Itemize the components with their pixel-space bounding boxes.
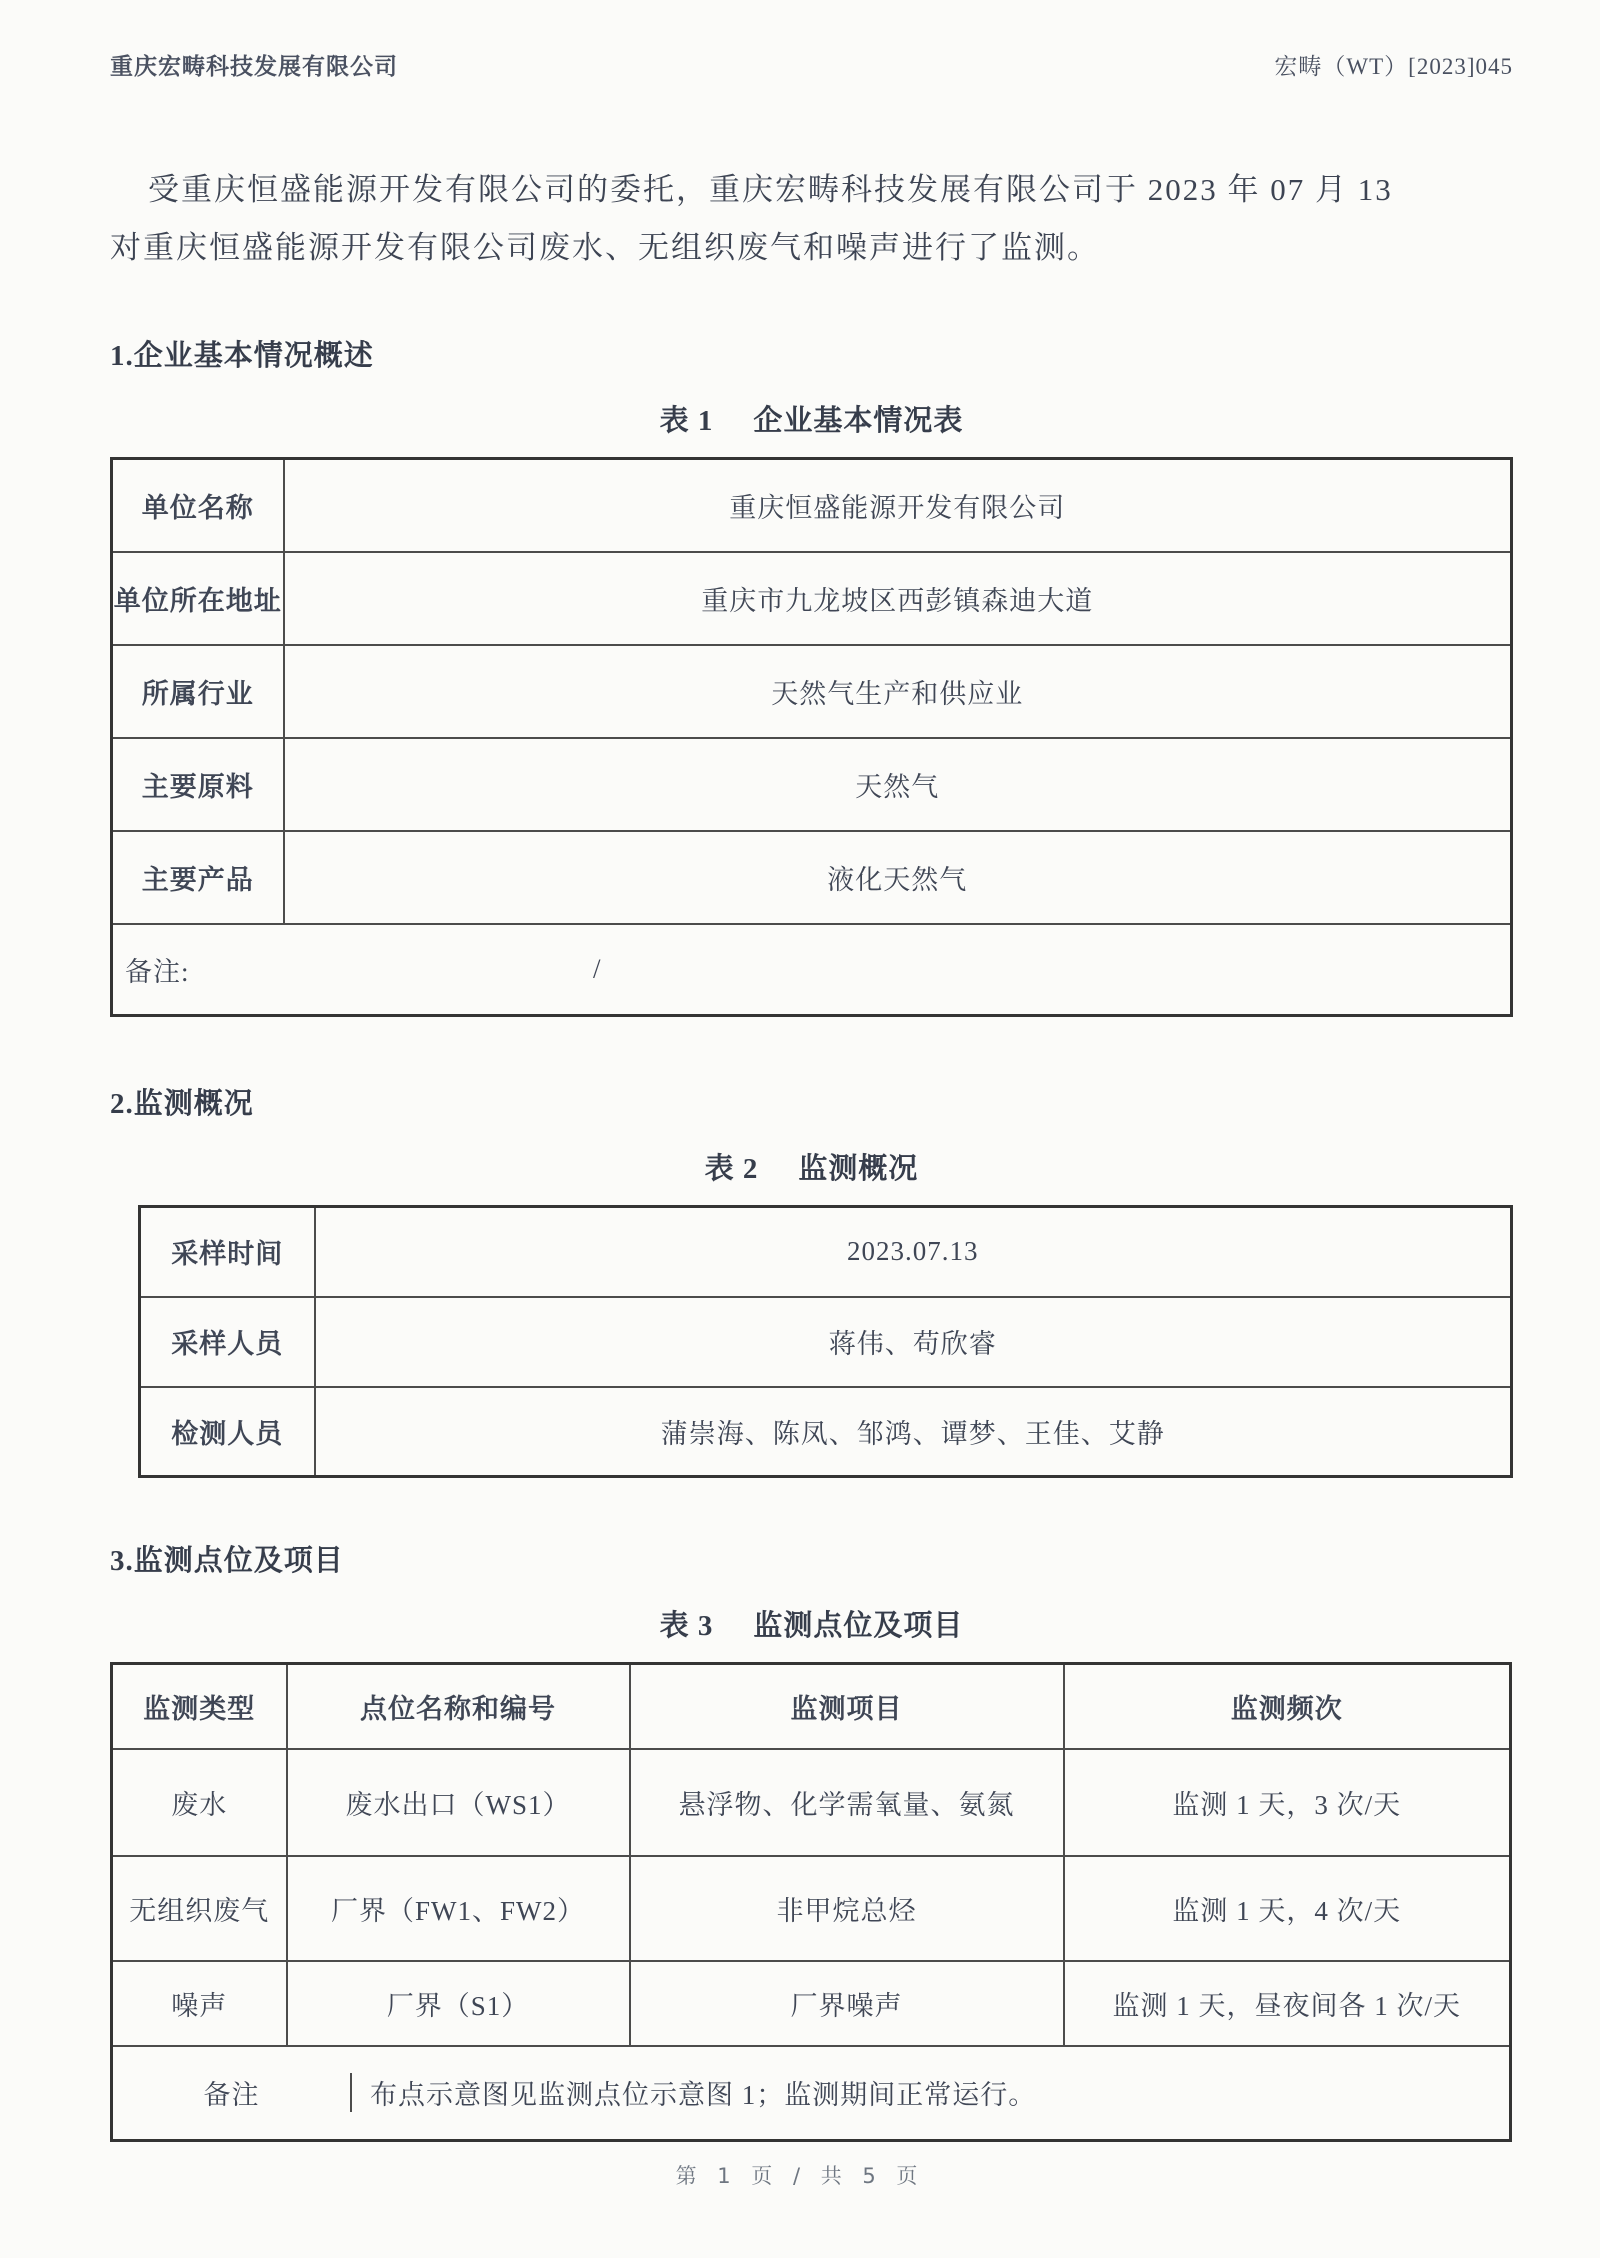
row-label: 主要原料 (112, 738, 284, 831)
table-row (140, 1387, 1512, 1477)
table-1-title (110, 398, 1513, 439)
cell-point: 废水出口（WS1） (287, 1749, 630, 1856)
row-label: 单位所在地址 (112, 552, 284, 645)
row-label: 采样人员 (140, 1297, 315, 1387)
remark-label: 备注 (113, 2073, 352, 2112)
header-document-number: 宏畴（WT）[2023]045 (1274, 54, 1513, 79)
row-label: 检测人员 (140, 1387, 315, 1477)
table-company-info (110, 457, 1513, 1017)
cell-frequency: 监测 1 天，4 次/天 (1064, 1856, 1511, 1961)
row-value: 蒲崇海、陈凤、邹鸿、谭梦、王佳、艾静 (315, 1387, 1512, 1477)
remark-cell (112, 2046, 1511, 2141)
table-row (112, 459, 1512, 552)
table-3-number: 表 3 (659, 1610, 714, 1642)
row-value: 重庆恒盛能源开发有限公司 (284, 459, 1512, 552)
table-monitoring-points (110, 1662, 1512, 2142)
table-remark-row (112, 2046, 1511, 2141)
page-header (110, 48, 1513, 81)
row-label: 所属行业 (112, 645, 284, 738)
intro-paragraph (110, 161, 1513, 277)
row-label: 采样时间 (140, 1207, 315, 1297)
remark-cell (112, 924, 1512, 1016)
row-label: 主要产品 (112, 831, 284, 924)
table-row (140, 1207, 1512, 1297)
section-2-heading: 2.监测概况 (110, 1088, 254, 1120)
table-2-wrapper (138, 1205, 1513, 1478)
cell-frequency: 监测 1 天，3 次/天 (1064, 1749, 1511, 1856)
row-value: 天然气 (284, 738, 1512, 831)
column-header: 监测项目 (630, 1664, 1064, 1749)
table-remark-row (112, 924, 1512, 1016)
table-2-title (110, 1146, 1513, 1187)
column-header: 点位名称和编号 (287, 1664, 630, 1749)
cell-type: 噪声 (112, 1961, 287, 2046)
cell-items: 厂界噪声 (630, 1961, 1064, 2046)
section-1-heading: 1.企业基本情况概述 (110, 340, 374, 372)
page-content (110, 0, 1513, 2142)
table-row (112, 1856, 1511, 1961)
header-company-name: 重庆宏畴科技发展有限公司 (110, 54, 398, 79)
table-row (112, 738, 1512, 831)
row-value: 2023.07.13 (315, 1207, 1512, 1297)
row-label: 单位名称 (112, 459, 284, 552)
cell-frequency: 监测 1 天，昼夜间各 1 次/天 (1064, 1961, 1511, 2046)
table-2-number: 表 2 (704, 1153, 759, 1185)
table-2-name: 监测概况 (798, 1153, 919, 1185)
cell-point: 厂界（FW1、FW2） (287, 1856, 630, 1961)
column-header: 监测频次 (1064, 1664, 1511, 1749)
cell-items: 非甲烷总烃 (630, 1856, 1064, 1961)
page-number: 第 1 页 / 共 5 页 (675, 2164, 925, 2188)
table-row (112, 831, 1512, 924)
table-row (112, 552, 1512, 645)
table-row (112, 1749, 1511, 1856)
table-3-name: 监测点位及项目 (753, 1610, 964, 1642)
table-monitoring-overview (138, 1205, 1513, 1478)
intro-line-1: 受重庆恒盛能源开发有限公司的委托，重庆宏畴科技发展有限公司于 2023 年 07 月 13 (148, 172, 1393, 207)
row-value: 重庆市九龙坡区西彭镇森迪大道 (284, 552, 1512, 645)
table-row (140, 1297, 1512, 1387)
intro-line-2: 对重庆恒盛能源开发有限公司废水、无组织废气和噪声进行了监测。 (110, 230, 1100, 265)
table-1-number: 表 1 (659, 405, 714, 437)
table-header-row (112, 1664, 1511, 1749)
table-row (112, 1961, 1511, 2046)
cell-items: 悬浮物、化学需氧量、氨氮 (630, 1749, 1064, 1856)
row-value: 液化天然气 (284, 831, 1512, 924)
table-row (112, 645, 1512, 738)
row-value: 蒋伟、苟欣睿 (315, 1297, 1512, 1387)
remark-value: / (593, 953, 602, 984)
cell-type: 无组织废气 (112, 1856, 287, 1961)
cell-type: 废水 (112, 1749, 287, 1856)
remark-label: 备注: (125, 956, 190, 987)
section-3-heading: 3.监测点位及项目 (110, 1545, 344, 1577)
table-3-title (110, 1603, 1513, 1644)
column-header: 监测类型 (112, 1664, 287, 1749)
cell-point: 厂界（S1） (287, 1961, 630, 2046)
row-value: 天然气生产和供应业 (284, 645, 1512, 738)
table-1-name: 企业基本情况表 (753, 405, 964, 437)
remark-value: 布点示意图见监测点位示意图 1；监测期间正常运行。 (370, 2080, 1037, 2111)
